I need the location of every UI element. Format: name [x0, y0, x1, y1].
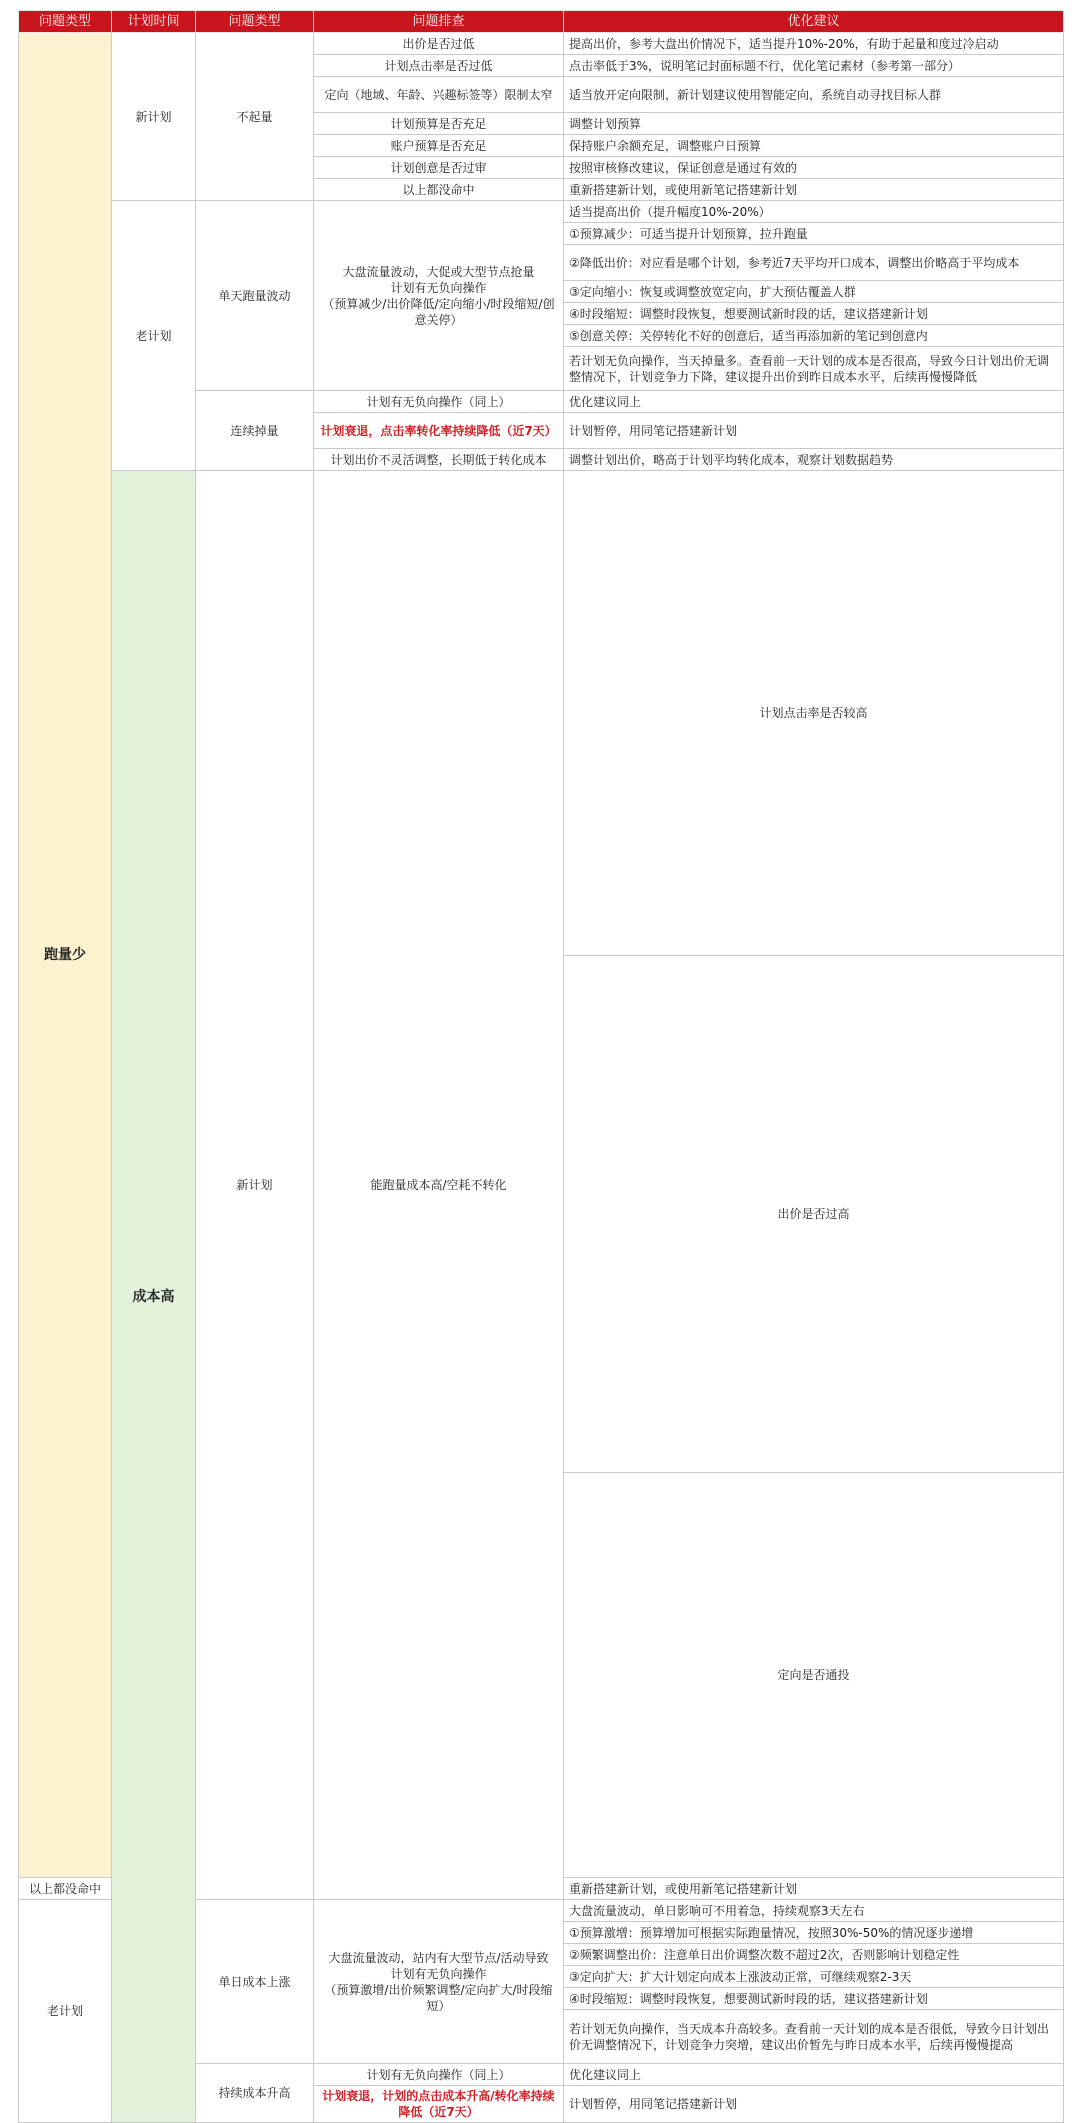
- advice-cell: 适当提高出价（提升幅度10%-20%）: [564, 201, 1064, 223]
- table-row: [19, 33, 1064, 55]
- diagnosis-cell: 出价是否过低: [314, 33, 564, 55]
- diagnosis-cell: 以上都没命中: [314, 179, 564, 201]
- header-diagnosis: 问题排查: [314, 11, 564, 33]
- advice-cell: ⑤创意关停：关停转化不好的创意后，适当再添加新的笔记到创意内: [564, 325, 1064, 347]
- plan-time-cell: 新计划: [196, 471, 314, 1900]
- advice-cell: 保持账户余额充足，调整账户日预算: [564, 135, 1064, 157]
- header-problem-category: 问题类型: [19, 11, 112, 33]
- header-plan-time: 计划时间: [112, 11, 196, 33]
- advice-cell: 重新搭建新计划，或使用新笔记搭建新计划: [564, 179, 1064, 201]
- problem-type-cell: 不起量: [196, 33, 314, 201]
- diagnosis-cell: 计划创意是否过审: [314, 157, 564, 179]
- advice-cell: 计划暂停，用同笔记搭建新计划: [564, 413, 1064, 449]
- diagnosis-cell-highlight: 计划衰退，点击率转化率持续降低（近7天）: [314, 413, 564, 449]
- diagnosis-cell: 以上都没命中: [19, 1878, 112, 1900]
- diagnosis-cell: 计划点击率是否较高: [564, 471, 1064, 956]
- advice-cell: 提高出价，参考大盘出价情况下，适当提升10%-20%，有助于起量和度过冷启动: [564, 33, 1064, 55]
- group-label-high-cost: 成本高: [112, 471, 196, 2123]
- header-problem-type: 问题类型: [196, 11, 314, 33]
- table-row: [19, 471, 1064, 956]
- diagnosis-cell: 定向（地域、年龄、兴趣标签等）限制太窄: [314, 77, 564, 113]
- advice-cell: ①预算激增：预算增加可根据实际跑量情况，按照30%-50%的情况逐步递增: [564, 1922, 1064, 1944]
- diagnosis-cell: 出价是否过高: [564, 956, 1064, 1473]
- advice-cell: ④时段缩短：调整时段恢复，想要测试新时段的话，建议搭建新计划: [564, 303, 1064, 325]
- advice-cell: 调整计划预算: [564, 113, 1064, 135]
- diagnosis-cell: 计划有无负向操作（同上）: [314, 2064, 564, 2086]
- advice-cell: ③定向缩小：恢复或调整放宽定向，扩大预估覆盖人群: [564, 281, 1064, 303]
- problem-type-cell: 能跑量成本高/空耗不转化: [314, 471, 564, 1900]
- problem-type-cell: 连续掉量: [196, 391, 314, 471]
- advice-cell: 若计划无负向操作，当天成本升高较多。查看前一天计划的成本是否很低，导致今日计划出价无调整情况下，计划竞争力突增，建议出价暂先与昨日成本水平，后续再慢慢提高: [564, 2010, 1064, 2064]
- advice-cell: 按照审核修改建议，保证创意是通过有效的: [564, 157, 1064, 179]
- advice-cell: ①预算减少：可适当提升计划预算，拉升跑量: [564, 223, 1064, 245]
- problem-type-cell: 持续成本升高: [196, 2064, 314, 2123]
- diagnosis-cell: 账户预算是否充足: [314, 135, 564, 157]
- problem-type-cell: 单日成本上涨: [196, 1900, 314, 2064]
- plan-time-cell: 新计划: [112, 33, 196, 201]
- group-label-low-volume: 跑量少: [19, 33, 112, 1878]
- advice-cell: ②降低出价：对应看是哪个计划，参考近7天平均开口成本，调整出价略高于平均成本: [564, 245, 1064, 281]
- problem-type-cell: 单天跑量波动: [196, 201, 314, 391]
- advice-cell: ②频繁调整出价：注意单日出价调整次数不超过2次，否则影响计划稳定性: [564, 1944, 1064, 1966]
- diagnosis-cell: 计划点击率是否过低: [314, 55, 564, 77]
- advice-cell: 点击率低于3%，说明笔记封面标题不行，优化笔记素材（参考第一部分）: [564, 55, 1064, 77]
- header-advice: 优化建议: [564, 11, 1064, 33]
- advice-cell: 若计划无负向操作，当天掉量多。查看前一天计划的成本是否很高，导致今日计划出价无调整情况下，计划竞争力下降，建议提升出价到昨日成本水平，后续再慢慢降低: [564, 347, 1064, 391]
- diagnosis-cell: 计划出价不灵活调整，长期低于转化成本: [314, 449, 564, 471]
- diagnosis-cell-highlight: 计划衰退，计划的点击成本升高/转化率持续降低（近7天）: [314, 2086, 564, 2123]
- advice-cell: ③定向扩大：扩大计划定向成本上涨波动正常，可继续观察2-3天: [564, 1966, 1064, 1988]
- diagnosis-cell: 大盘流量波动，站内有大型节点/活动导致 计划有无负向操作 （预算激增/出价频繁调整/定向扩大/时段缩短）: [314, 1900, 564, 2064]
- diagnosis-cell: 计划预算是否充足: [314, 113, 564, 135]
- advice-cell: 重新搭建新计划，或使用新笔记搭建新计划: [564, 1878, 1064, 1900]
- diagnosis-cell: 计划有无负向操作（同上）: [314, 391, 564, 413]
- table-row: [19, 201, 1064, 223]
- plan-time-cell: 老计划: [112, 201, 196, 471]
- advice-cell: ④时段缩短：调整时段恢复，想要测试新时段的话，建议搭建新计划: [564, 1988, 1064, 2010]
- diagnosis-cell: 定向是否通投: [564, 1473, 1064, 1878]
- optimization-table: [18, 10, 1064, 2123]
- advice-cell: 适当放开定向限制，新计划建议使用智能定向，系统自动寻找目标人群: [564, 77, 1064, 113]
- advice-cell: 优化建议同上: [564, 2064, 1064, 2086]
- advice-cell: 调整计划出价，略高于计划平均转化成本，观察计划数据趋势: [564, 449, 1064, 471]
- diagnosis-cell: 大盘流量波动，大促或大型节点抢量 计划有无负向操作 （预算减少/出价降低/定向缩小/时段缩短/创意关停）: [314, 201, 564, 391]
- advice-cell: 大盘流量波动，单日影响可不用着急，持续观察3天左右: [564, 1900, 1064, 1922]
- plan-time-cell: 老计划: [19, 1900, 112, 2123]
- advice-cell: 计划暂停，用同笔记搭建新计划: [564, 2086, 1064, 2123]
- header-row: [19, 11, 1064, 33]
- advice-cell: 优化建议同上: [564, 391, 1064, 413]
